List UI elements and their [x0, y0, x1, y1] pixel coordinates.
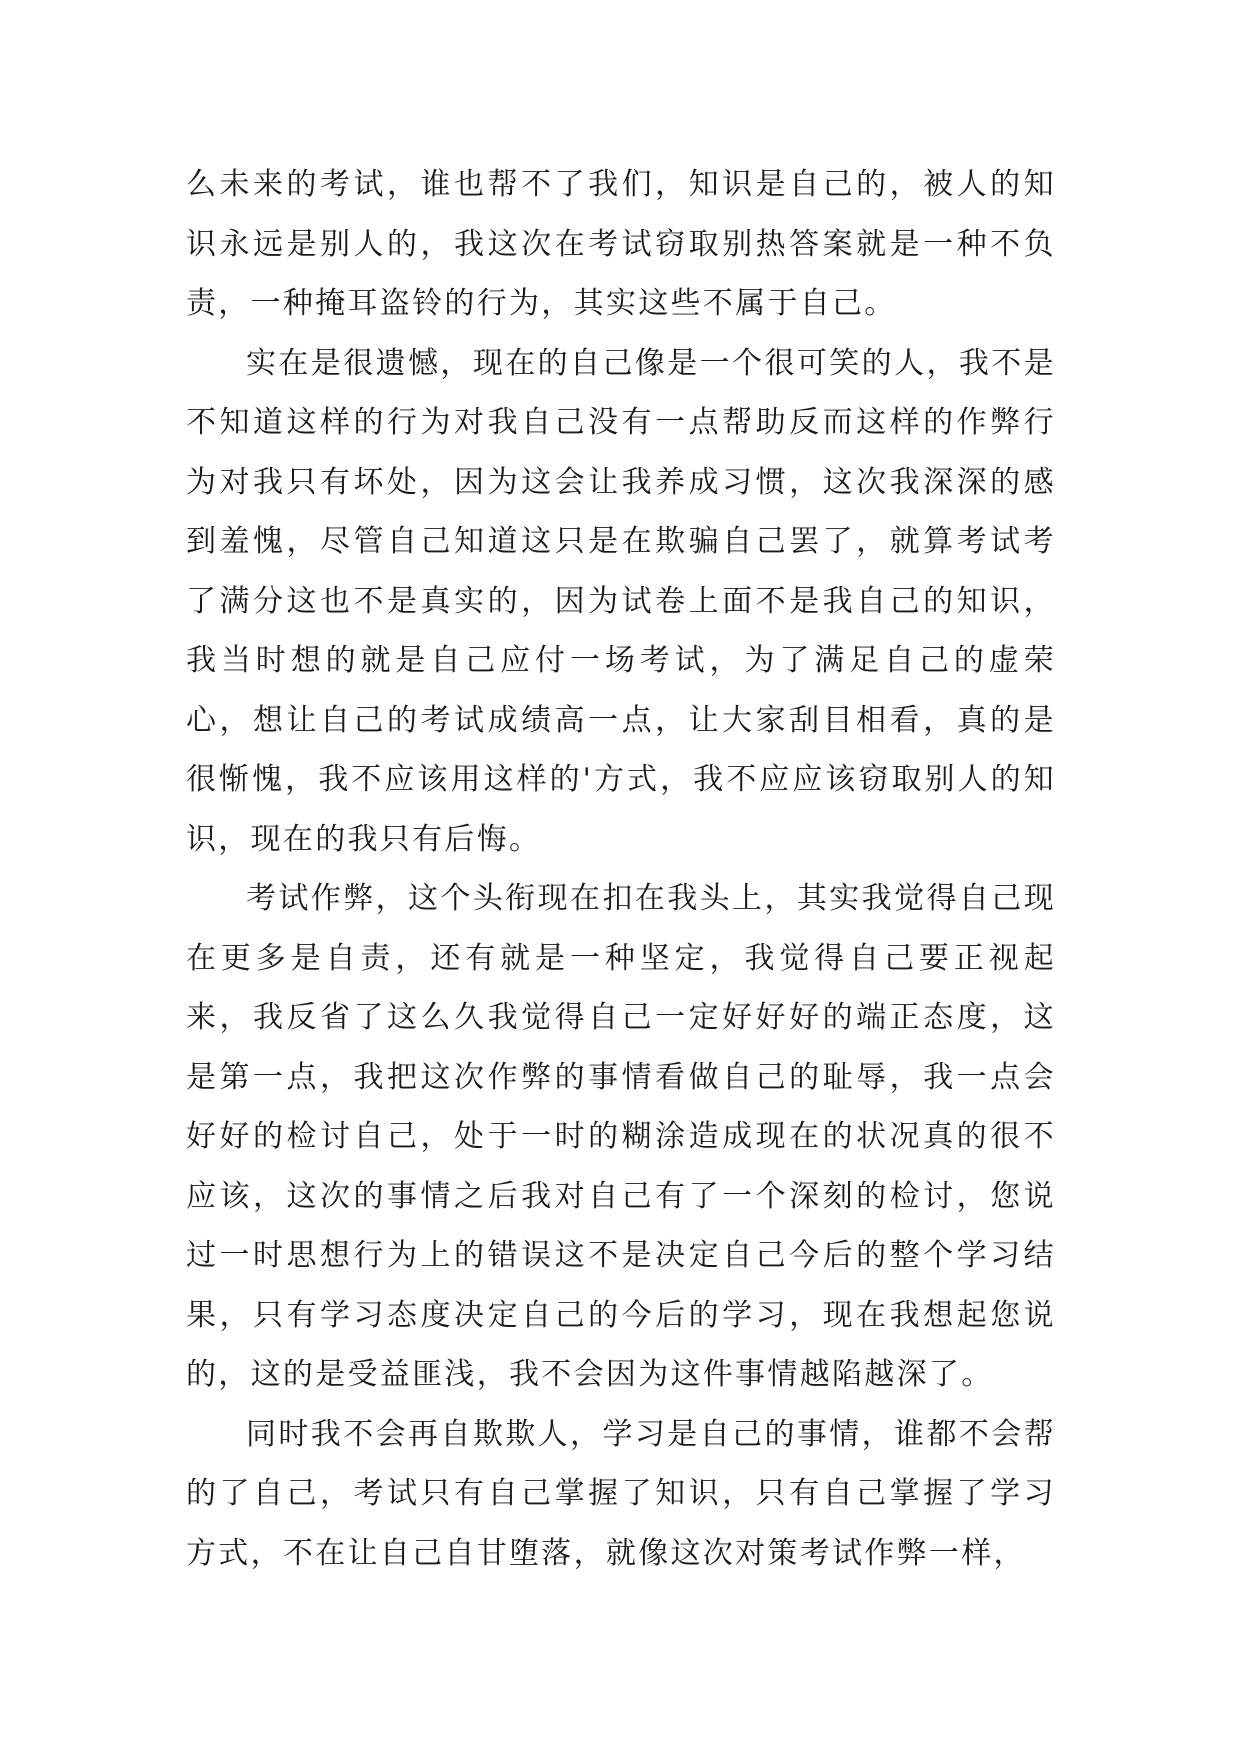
document-body: [186, 155, 1056, 1583]
paragraph-3: 考试作弊，这个头衔现在扣在我头上，其实我觉得自己现在更多是自责，还有就是一种坚定，我觉得自己要正视起来，我反省了这么久我觉得自己一定好好好的端正态度，这是第一点，我把这次作弊的事情看做自己的耻辱，我一点会好好的检讨自己，处于一时的糊涂造成现在的状况真的很不应该，这次的事情之后我对自己有了一个深刻的检讨，您说过一时思想行为上的错误这不是决定自己今后的整个学习结果，只有学习态度决定自己的今后的学习，现在我想起您说的，这的是受益匪浅，我不会因为这件事情越陷越深了。: [186, 881, 1056, 1392]
paragraph-4: 同时我不会再自欺欺人，学习是自己的事情，谁都不会帮的了自己，考试只有自己掌握了知识，只有自己掌握了学习方式，不在让自己自甘堕落，就像这次对策考试作弊一样，: [186, 1416, 1056, 1571]
paragraph-1: 么未来的考试，谁也帮不了我们，知识是自己的，被人的知识永远是别人的，我这次在考试窃取别热答案就是一种不负责，一种掩耳盗铃的行为，其实这些不属于自己。: [186, 167, 1056, 321]
paragraph-2: 实在是很遗憾，现在的自己像是一个很可笑的人，我不是不知道这样的行为对我自己没有一点帮助反而这样的作弊行为对我只有坏处，因为这会让我养成习惯，这次我深深的感到羞愧，尽管自己知道这只是在欺骗自己罢了，就算考试考了满分这也不是真实的，因为试卷上面不是我自己的知识，我当时想的就是自己应付一场考试，为了满足自己的虚荣心，想让自己的考试成绩高一点，让大家刮目相看，真的是很惭愧，我不应该用这样的'方式，我不应应该窃取别人的知识，现在的我只有后悔。: [186, 345, 1056, 857]
